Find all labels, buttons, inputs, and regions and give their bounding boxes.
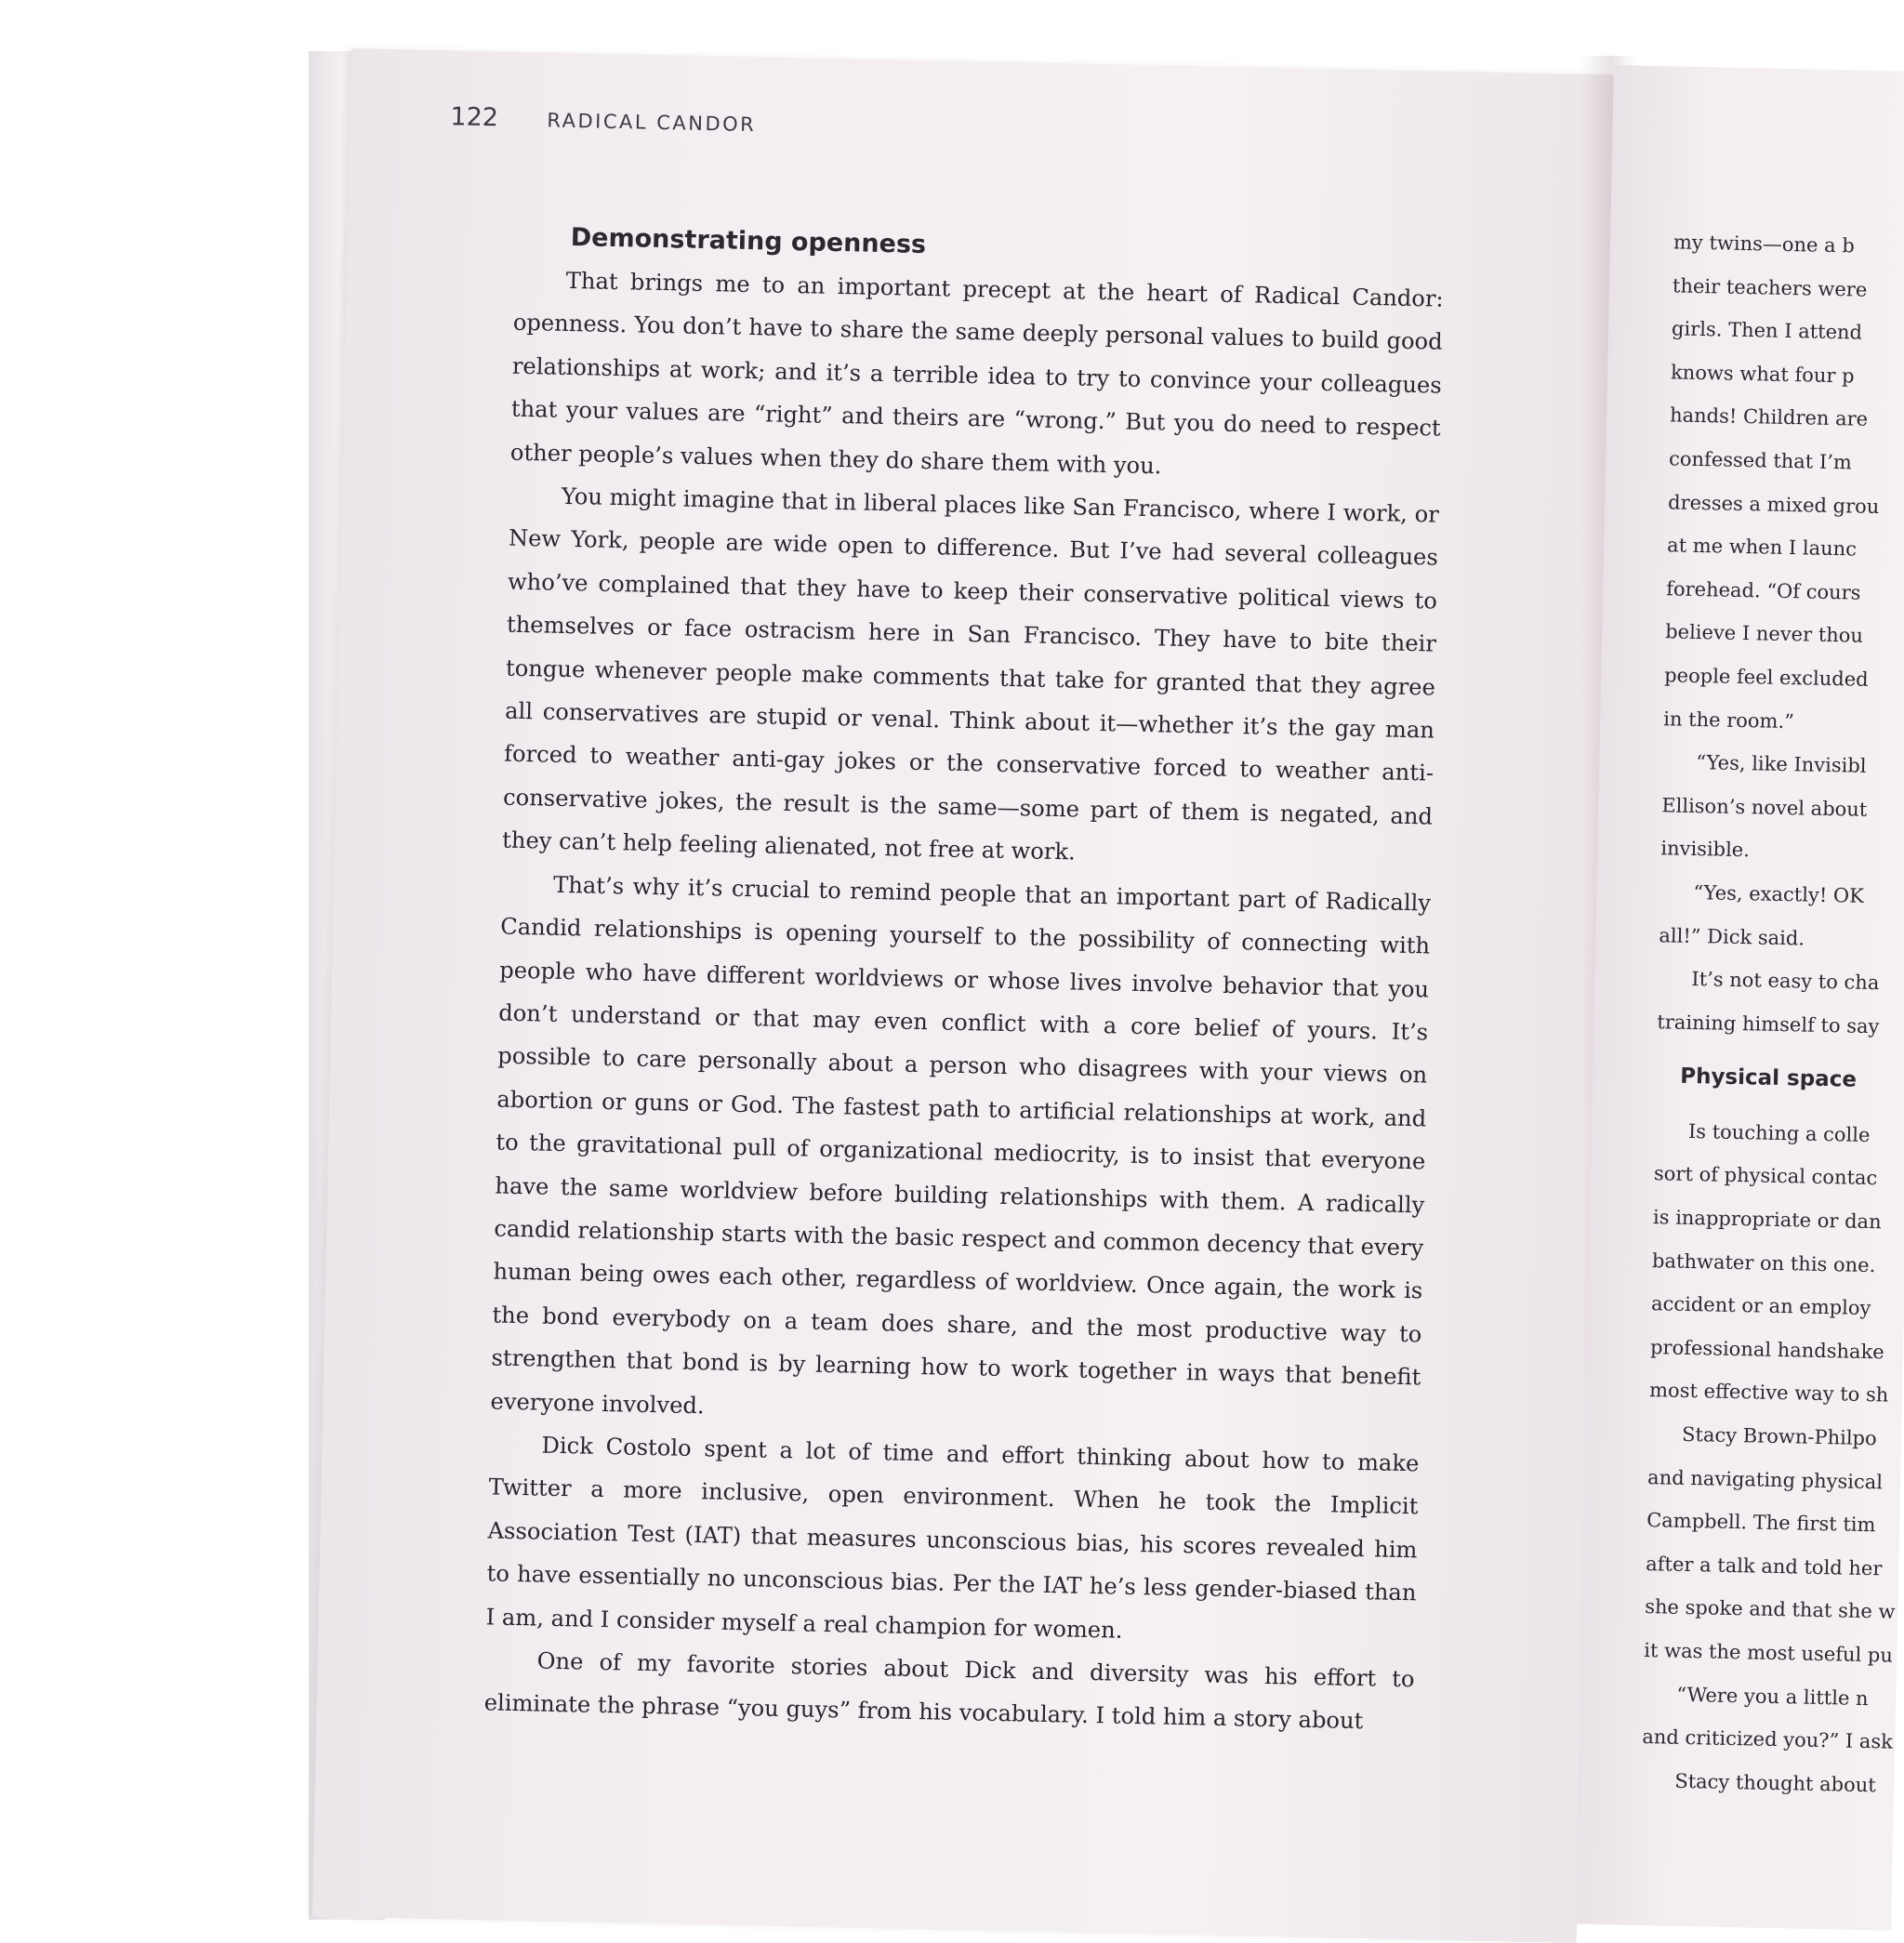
text-line: “Were you a little n <box>1676 1683 1869 1710</box>
text-line: accident or an employ <box>1650 1292 1871 1320</box>
paragraph: That brings me to an important precept at the heart of Radical Candor: openness. You don’t have to share the same deeply personal values to build good relationships at work; and it’s a terrible idea to try to convince your colleagues that your values are “right” and theirs are “wrong.” But you do need to respect other people’s values when they do share them with you. <box>509 267 1444 479</box>
left-page <box>312 48 1616 1943</box>
text-line: hands! Children are <box>1669 403 1869 431</box>
right-page <box>1575 65 1904 1931</box>
text-line: “Yes, like Invisibl <box>1696 751 1867 777</box>
text-line: it was the most useful pu <box>1644 1639 1894 1667</box>
text-line: It’s not easy to cha <box>1691 968 1880 995</box>
text-line: Stacy thought about <box>1674 1769 1877 1797</box>
text-line: confessed that I’m <box>1668 447 1853 474</box>
text-line: Stacy Brown-Philpo <box>1681 1422 1877 1450</box>
text-line: girls. Then I attend <box>1671 317 1863 344</box>
paragraph: You might imagine that in liberal places like San Francisco, where I work, or New York, people are wide open to difference. But I’ve had several colleagues who’ve complained that they have to keep their conservative political views to themselves or face ostracism here in San Francisco. They have to bite their tongue whenever people make comments that take for granted that they agree all conservatives are stupid or venal. Think about it—whether it’s the gay man forced to weather anti-gay jokes or the conservative forced to weather anti-conservative jokes, the result is the same—some part of them is negated, and they can’t help feeling alienated, not free at work. <box>501 482 1440 866</box>
book-title: RADICAL CANDOR <box>547 109 757 137</box>
text-line: at me when I launc <box>1666 534 1858 561</box>
text-line: after a talk and told her <box>1645 1552 1883 1580</box>
left-page-body <box>483 216 1445 1744</box>
running-head <box>450 102 756 138</box>
paragraph: One of my favorite stories about Dick and diversity was his effort to eliminate the phrase “you guys” from his vocabulary. I told him a story about <box>483 1647 1415 1735</box>
text-line: she spoke and that she w <box>1645 1595 1896 1624</box>
text-line: bathwater on this one. <box>1651 1249 1876 1276</box>
text-line: “Yes, exactly! OK <box>1693 880 1865 907</box>
text-line: their teachers were <box>1672 273 1868 301</box>
text-line: and criticized you?” I ask <box>1642 1725 1894 1753</box>
section-heading: Demonstrating openness <box>570 222 927 259</box>
text-line: is inappropriate or dan <box>1652 1206 1882 1234</box>
text-line: knows what four p <box>1670 361 1855 388</box>
right-section-heading: Physical space <box>1679 1064 1858 1092</box>
text-line: in the room.” <box>1663 707 1795 733</box>
text-line: dresses a mixed grou <box>1667 490 1880 518</box>
paragraph: That’s why it’s crucial to remind people that an important part of Radically Candid relationships is opening yourself to the possibility of connecting with people who have different worldviews or whose lives involve behavior that you don’t understand or that may even conflict with a core belief of yours. It’s possible to care personally about a person who disagrees with your views on abortion or guns or God. The fastest path to artificial relationships at work, and to the gravitational pull of organizational mediocrity, is to insist that everyone have the same worldview before building relationships with them. A radically candid relationship starts with the basic respect and common decency that every human being owes each other, regardless of worldview. Once again, the work is the bond everybody on a team does share, and the most productive way to strengthen that bond is by learning how to work together in ways that benefit everyone involved. <box>490 871 1432 1419</box>
text-line: Campbell. The first tim <box>1646 1509 1876 1537</box>
text-line: Is touching a colle <box>1687 1119 1871 1146</box>
text-line: Ellison’s novel about <box>1661 793 1868 821</box>
text-line: believe I never thou <box>1664 620 1864 648</box>
text-line: sort of physical contac <box>1653 1162 1878 1190</box>
text-line: my twins—one a b <box>1673 231 1856 258</box>
text-line: invisible. <box>1660 837 1751 862</box>
page-number: 122 <box>450 102 499 133</box>
text-line: professional handshake <box>1649 1335 1884 1364</box>
text-line: training himself to say <box>1657 1010 1880 1038</box>
paragraph: Dick Costolo spent a lot of time and effort thinking about how to make Twitter a more inclusive, open environment. When he took the Implicit Association Test (IAT) that measures unconscious bias, his scores revealed him to have essentially no unconscious bias. Per the IAT he’s less gender-biased than I am, and I consider myself a real champion for women. <box>485 1432 1420 1644</box>
text-line: people feel excluded <box>1664 664 1869 691</box>
text-line: most effective way to sh <box>1648 1379 1889 1407</box>
text-line: all!” Dick said. <box>1659 923 1805 949</box>
text-line: and navigating physical <box>1646 1465 1884 1494</box>
right-page-body <box>1641 220 1904 1807</box>
text-line: forehead. “Of cours <box>1665 577 1861 604</box>
